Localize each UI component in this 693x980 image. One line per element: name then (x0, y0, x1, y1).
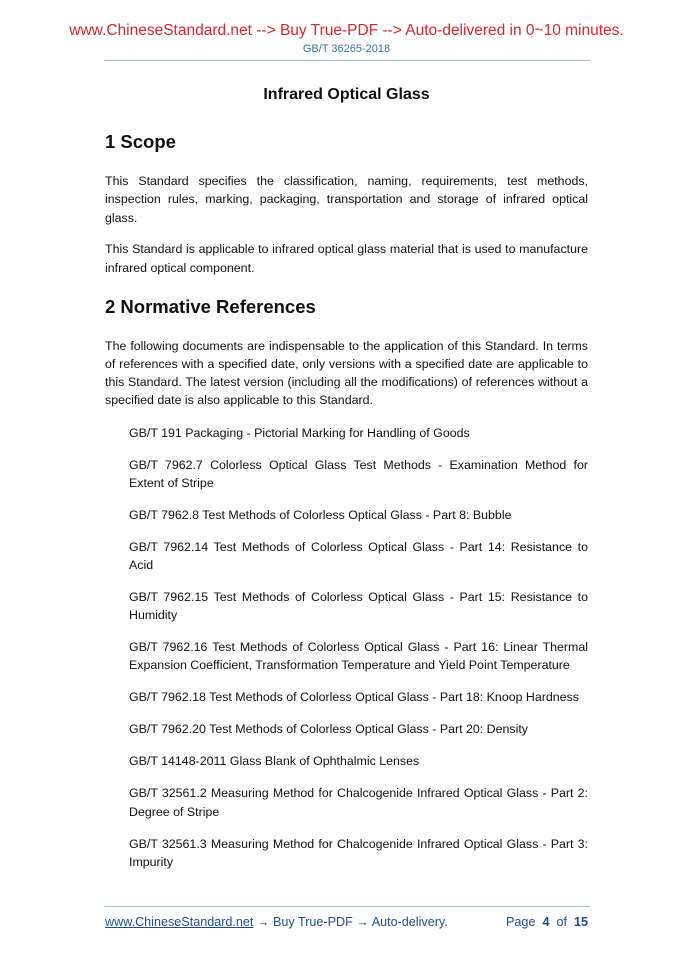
reference-list (105, 424, 588, 871)
reference-item: GB/T 7962.20 Test Methods of Colorless Optical Glass - Part 20: Density (129, 722, 528, 737)
reference-item: GB/T 32561.3 Measuring Method for Chalcogenide Infrared Optical Glass - Part 3: Impurity (129, 836, 588, 869)
site-link[interactable]: www.ChineseStandard.net (105, 915, 254, 929)
reference-item: GB/T 7962.8 Test Methods of Colorless Optical Glass - Part 8: Bubble (129, 507, 512, 522)
reference-item: GB/T 7962.15 Test Methods of Colorless Optical Glass - Part 15: Resistance to Humidity (129, 589, 588, 623)
reference-item: GB/T 191 Packaging - Pictorial Marking for Handling of Goods (129, 425, 470, 440)
promo-banner: www.ChineseStandard.net --> Buy True-PDF --> Auto-delivered in 0~10 minutes. (69, 22, 624, 39)
total-pages: 15 (573, 915, 588, 929)
section-heading-scope: 1 Scope (105, 131, 176, 153)
reference-item: GB/T 7962.16 Test Methods of Colorless Optical Glass - Part 16: Linear Thermal Expansion Coefficient, Transformation Temperature and Yield Point Temperature (129, 640, 588, 673)
reference-item: GB/T 7962.7 Colorless Optical Glass Test Methods - Examination Method for Extent of Stripe (129, 457, 588, 490)
paragraph: The following documents are indispensable to the application of this Standard. In terms of references with a specified date, only versions with a specified date are applicable to this Standard. The latest version (including all the modifications) of references without a specified date is also applicable to this Standard. (105, 338, 588, 408)
current-page: 4 (542, 915, 550, 929)
document-id: GB/T 36265-2018 (302, 43, 391, 55)
paragraph: This Standard specifies the classification, naming, requirements, test methods, inspection rules, marking, packaging, transportation and storage of infrared optical glass. (105, 174, 588, 225)
reference-item: GB/T 7962.18 Test Methods of Colorless Optical Glass - Part 18: Knoop Hardness (129, 690, 579, 705)
reference-item: GB/T 7962.14 Test Methods of Colorless Optical Glass - Part 14: Resistance to Acid (129, 539, 588, 572)
of-label: of (556, 915, 567, 929)
header-divider (104, 60, 590, 61)
reference-item: GB/T 14148-2011 Glass Blank of Ophthalmic Lenses (129, 754, 420, 769)
page-content (105, 86, 588, 885)
footer-divider (104, 906, 590, 907)
footer-tagline: → Buy True-PDF → Auto-delivery. (253, 915, 448, 929)
page-label: Page (506, 915, 536, 929)
paragraph: This Standard is applicable to infrared optical glass material that is used to manufacture infrared optical component. (105, 242, 588, 275)
reference-item: GB/T 32561.2 Measuring Method for Chalcogenide Infrared Optical Glass - Part 2: Degree of Stripe (129, 786, 588, 819)
document-title: Infrared Optical Glass (263, 86, 430, 103)
page-number (506, 915, 588, 929)
section-heading-normative-references: 2 Normative References (105, 295, 316, 317)
page-footer (105, 915, 588, 929)
footer-promo (105, 915, 448, 929)
